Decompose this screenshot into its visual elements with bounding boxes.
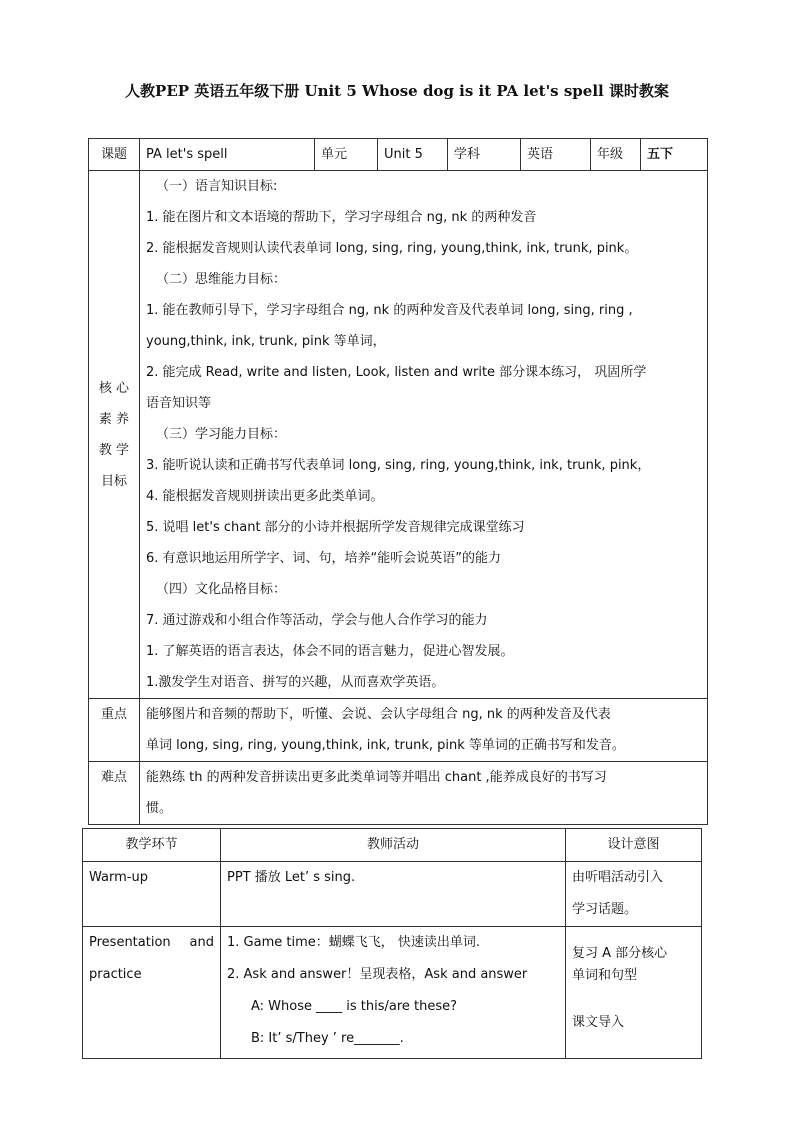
key-points-content: 能够图片和音频的帮助下，听懂、会说、会认字母组合 ng, nk 的两种发音及代表 单词 long, sing, ring, young,think, ink, trunk, pink 等单词的正确书写和发音。 <box>140 699 708 762</box>
goal-line: 1. 能在教师引导下，学习字母组合 ng, nk 的两种发音及代表单词 long, sing, ring , <box>146 303 633 318</box>
goal-line: young,think, ink, trunk, pink 等单词， <box>146 334 386 349</box>
goal-line: 2. 能根据发音规则认读代表单词 long, sing, ring, young,think, ink, trunk, pink。 <box>146 241 638 256</box>
goal-line: 1. 能在图片和文本语境的帮助下，学习字母组合 ng, nk 的两种发音 <box>146 210 537 225</box>
warmup-intent: 由听唱活动引入 学习话题。 <box>566 862 702 927</box>
difficult-points-content: 能熟练 th 的两种发音拼读出更多此类单词等并唱出 chant ,能养成良好的书写习 惯。 <box>140 762 708 825</box>
subject-value: 英语 <box>521 139 591 171</box>
goal-line: 2. 能完成 Read, write and listen, Look, listen and write 部分课本练习， 巩固所学 <box>146 365 647 380</box>
goal-line: 3. 能听说认读和正确书写代表单词 long, sing, ring, young,think, ink, trunk, pink， <box>146 458 651 473</box>
goal-line: 1.激发学生对语音、拼写的兴趣，从而喜欢学英语。 <box>146 675 445 690</box>
presentation-stage: Presentation and practice <box>83 927 221 1059</box>
goal-line: 5. 说唱 let's chant 部分的小诗并根据所学发音规律完成课堂练习 <box>146 520 525 535</box>
goal-line: （一）语言知识目标: <box>156 179 278 194</box>
difficult-points-label: 难点 <box>89 762 140 825</box>
subject-label: 学科 <box>448 139 521 171</box>
goal-line: （四）文化品格目标： <box>156 582 287 597</box>
topic-label: 课题 <box>89 139 140 171</box>
page-title: 人教PEP 英语五年级下册 Unit 5 Whose dog is it PA let's spell 课时教案 <box>125 82 669 100</box>
warmup-activity: PPT 播放 Let’ s sing. <box>221 862 566 927</box>
goal-line: 4. 能根据发音规则拼读出更多此类单词。 <box>146 489 384 504</box>
warmup-stage: Warm-up <box>83 862 221 927</box>
unit-label: 单元 <box>315 139 378 171</box>
lesson-info-table <box>88 138 708 825</box>
topic-value: PA let's spell <box>140 139 315 171</box>
goals-content <box>140 171 708 699</box>
unit-value: Unit 5 <box>378 139 448 171</box>
presentation-activity: 1. Game time：蝴蝶飞飞， 快速读出单词. 2. Ask and answer！呈现表格，Ask and answer A: Whose ____ is this/are these? B: It’ s/They ’ re_______. <box>221 927 566 1059</box>
grade-label: 年级 <box>591 139 641 171</box>
goal-line: 1. 了解英语的语言表达，体会不同的语言魅力，促进心智发展。 <box>146 644 514 659</box>
goal-line: （二）思维能力目标： <box>156 272 287 287</box>
key-points-label: 重点 <box>89 699 140 762</box>
goals-label: 核 心 素 养 教 学 目标 <box>89 171 140 699</box>
goal-line: 7. 通过游戏和小组合作等活动，学会与他人合作学习的能力 <box>146 613 488 628</box>
goal-line: 语音知识等 <box>146 396 212 411</box>
goal-line: 6. 有意识地运用所学字、词、句，培养“能听会说英语”的能力 <box>146 551 502 566</box>
activity-header: 教师活动 <box>221 829 566 862</box>
stage-header: 教学环节 <box>83 829 221 862</box>
intent-header: 设计意图 <box>566 829 702 862</box>
teaching-process-table <box>82 828 702 1059</box>
presentation-intent: 复习 A 部分核心 单词和句型 课文导入 <box>566 927 702 1059</box>
goal-line: （三）学习能力目标： <box>156 427 287 442</box>
grade-value: 五下 <box>641 139 708 171</box>
